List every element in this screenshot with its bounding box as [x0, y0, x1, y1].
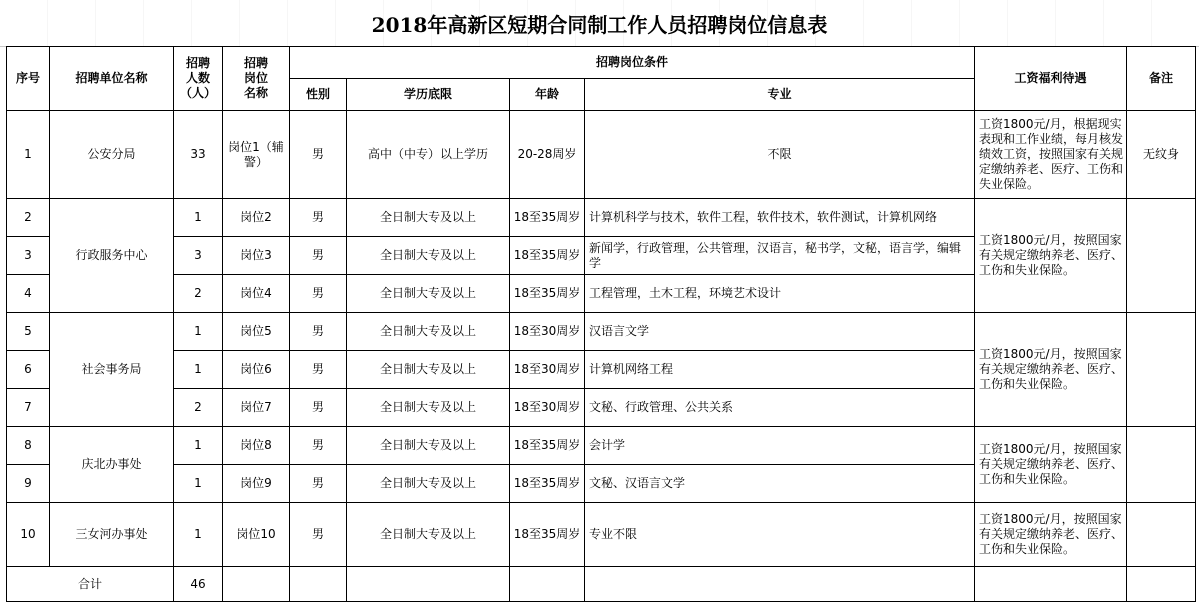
header-conditions: 招聘岗位条件 — [290, 47, 975, 79]
cell-gender: 男 — [290, 313, 347, 351]
cell-remark — [1127, 313, 1196, 427]
cell-unit: 庆北办事处 — [50, 427, 174, 503]
cell-education: 全日制大专及以上 — [347, 237, 510, 275]
header-major: 专业 — [585, 79, 975, 111]
header-remark: 备注 — [1127, 47, 1196, 111]
cell-gender: 男 — [290, 503, 347, 567]
cell-gender: 男 — [290, 111, 347, 199]
cell-remark — [1127, 427, 1196, 503]
cell-age: 18至30周岁 — [510, 313, 585, 351]
cell-seq: 7 — [7, 389, 50, 427]
cell-unit: 社会事务局 — [50, 313, 174, 427]
cell-education: 全日制大专及以上 — [347, 313, 510, 351]
cell-post: 岗位9 — [223, 465, 290, 503]
cell-count: 2 — [174, 275, 223, 313]
cell-seq: 3 — [7, 237, 50, 275]
cell-count: 2 — [174, 389, 223, 427]
header-seq: 序号 — [7, 47, 50, 111]
cell-gender: 男 — [290, 465, 347, 503]
cell-count: 1 — [174, 427, 223, 465]
cell-age: 18至35周岁 — [510, 199, 585, 237]
cell-age: 18至30周岁 — [510, 389, 585, 427]
header-unit: 招聘单位名称 — [50, 47, 174, 111]
total-empty — [1127, 567, 1196, 602]
cell-major: 文秘、汉语言文学 — [585, 465, 975, 503]
cell-post: 岗位2 — [223, 199, 290, 237]
header-count-line3: （人） — [179, 86, 216, 100]
cell-count: 3 — [174, 237, 223, 275]
cell-education: 全日制大专及以上 — [347, 427, 510, 465]
cell-count: 1 — [174, 465, 223, 503]
cell-post: 岗位8 — [223, 427, 290, 465]
cell-count: 1 — [174, 503, 223, 567]
table-row — [7, 111, 1196, 199]
cell-education: 高中（中专）以上学历 — [347, 111, 510, 199]
cell-major: 文秘、行政管理、公共关系 — [585, 389, 975, 427]
cell-gender: 男 — [290, 389, 347, 427]
cell-age: 18至35周岁 — [510, 465, 585, 503]
cell-count: 1 — [174, 199, 223, 237]
table-row — [7, 503, 1196, 567]
cell-remark — [1127, 503, 1196, 567]
cell-post: 岗位7 — [223, 389, 290, 427]
cell-seq: 6 — [7, 351, 50, 389]
cell-age: 20-28周岁 — [510, 111, 585, 199]
total-label: 合计 — [7, 567, 174, 602]
table-row — [7, 199, 1196, 237]
cell-salary: 工资1800元/月，按照国家有关规定缴纳养老、医疗、工伤和失业保险。 — [975, 313, 1127, 427]
total-row — [7, 567, 1196, 602]
recruitment-table — [6, 46, 1196, 602]
cell-count: 1 — [174, 351, 223, 389]
cell-count: 33 — [174, 111, 223, 199]
cell-post: 岗位3 — [223, 237, 290, 275]
total-empty — [290, 567, 347, 602]
cell-unit: 公安分局 — [50, 111, 174, 199]
header-count — [174, 47, 223, 111]
cell-major: 计算机网络工程 — [585, 351, 975, 389]
cell-gender: 男 — [290, 351, 347, 389]
cell-seq: 8 — [7, 427, 50, 465]
cell-major: 会计学 — [585, 427, 975, 465]
cell-count: 1 — [174, 313, 223, 351]
header-post — [223, 47, 290, 111]
cell-post: 岗位1（辅警） — [223, 111, 290, 199]
cell-education: 全日制大专及以上 — [347, 389, 510, 427]
total-empty — [975, 567, 1127, 602]
cell-major: 不限 — [585, 111, 975, 199]
total-empty — [223, 567, 290, 602]
cell-seq: 5 — [7, 313, 50, 351]
cell-salary: 工资1800元/月，按照国家有关规定缴纳养老、医疗、工伤和失业保险。 — [975, 503, 1127, 567]
cell-remark: 无纹身 — [1127, 111, 1196, 199]
header-education: 学历底限 — [347, 79, 510, 111]
cell-gender: 男 — [290, 427, 347, 465]
cell-age: 18至35周岁 — [510, 427, 585, 465]
cell-seq: 1 — [7, 111, 50, 199]
cell-education: 全日制大专及以上 — [347, 503, 510, 567]
total-empty — [510, 567, 585, 602]
header-gender: 性别 — [290, 79, 347, 111]
total-empty — [347, 567, 510, 602]
cell-education: 全日制大专及以上 — [347, 351, 510, 389]
header-post-line2: 岗位 — [243, 71, 268, 85]
cell-age: 18至35周岁 — [510, 275, 585, 313]
cell-education: 全日制大专及以上 — [347, 199, 510, 237]
cell-education: 全日制大专及以上 — [347, 275, 510, 313]
header-post-line3: 名称 — [243, 86, 268, 100]
cell-major: 工程管理，土木工程，环境艺术设计 — [585, 275, 975, 313]
cell-salary: 工资1800元/月，根据现实表现和工作业绩，每月核发绩效工资，按照国家有关规定缴纳养老、医疗、工伤和失业保险。 — [975, 111, 1127, 199]
header-count-line2: 人数 — [185, 71, 210, 85]
cell-major: 汉语言文学 — [585, 313, 975, 351]
total-count: 46 — [174, 567, 223, 602]
cell-education: 全日制大专及以上 — [347, 465, 510, 503]
cell-major: 专业不限 — [585, 503, 975, 567]
cell-gender: 男 — [290, 275, 347, 313]
header-age: 年龄 — [510, 79, 585, 111]
cell-post: 岗位5 — [223, 313, 290, 351]
cell-gender: 男 — [290, 237, 347, 275]
cell-unit: 三女河办事处 — [50, 503, 174, 567]
cell-gender: 男 — [290, 199, 347, 237]
cell-seq: 4 — [7, 275, 50, 313]
cell-age: 18至35周岁 — [510, 503, 585, 567]
cell-seq: 9 — [7, 465, 50, 503]
cell-seq: 10 — [7, 503, 50, 567]
cell-post: 岗位10 — [223, 503, 290, 567]
cell-unit: 行政服务中心 — [50, 199, 174, 313]
cell-age: 18至35周岁 — [510, 237, 585, 275]
page-title: 2018年高新区短期合同制工作人员招聘岗位信息表 — [0, 0, 1199, 47]
cell-seq: 2 — [7, 199, 50, 237]
cell-major: 计算机科学与技术，软件工程，软件技术，软件测试，计算机网络 — [585, 199, 975, 237]
cell-post: 岗位6 — [223, 351, 290, 389]
header-salary: 工资福利待遇 — [975, 47, 1127, 111]
cell-post: 岗位4 — [223, 275, 290, 313]
cell-salary: 工资1800元/月，按照国家有关规定缴纳养老、医疗、工伤和失业保险。 — [975, 199, 1127, 313]
cell-major: 新闻学，行政管理，公共管理，汉语言，秘书学，文秘，语言学，编辑学 — [585, 237, 975, 275]
cell-salary: 工资1800元/月，按照国家有关规定缴纳养老、医疗、工伤和失业保险。 — [975, 427, 1127, 503]
cell-remark — [1127, 199, 1196, 313]
header-post-line1: 招聘 — [243, 56, 268, 70]
table-row — [7, 427, 1196, 465]
cell-age: 18至30周岁 — [510, 351, 585, 389]
total-empty — [585, 567, 975, 602]
table-row — [7, 313, 1196, 351]
header-count-line1: 招聘 — [185, 56, 210, 70]
